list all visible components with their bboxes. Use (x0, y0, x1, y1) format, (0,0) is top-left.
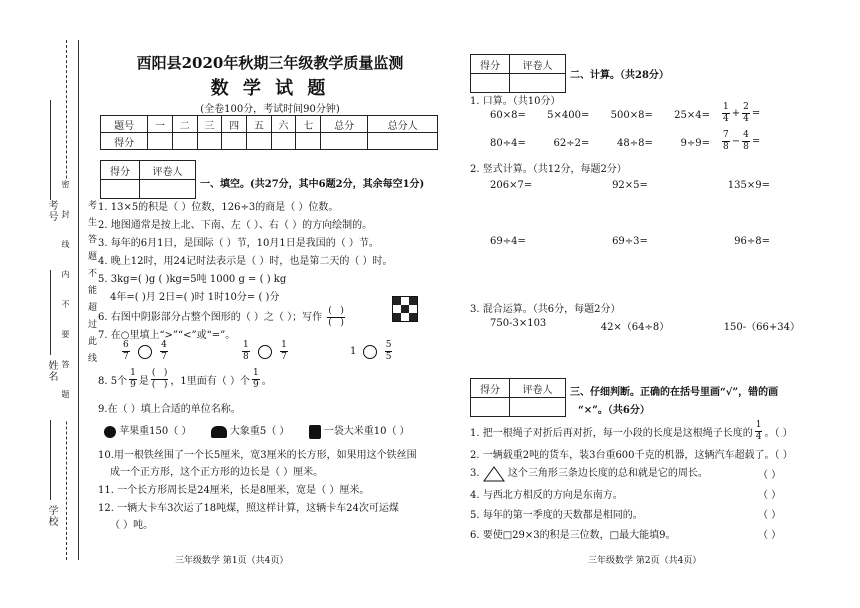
grader-score-label: 得分 (101, 161, 140, 180)
judge-1: 1. 把一根绳子对折后再对折，每一小段的长度是这根绳子长度的 $\frac{1}{4}$ 。（ ） (470, 420, 793, 442)
question-11: 11. 一个长方形周长是24厘米，长是8厘米，宽是（ ）厘米。 (98, 485, 370, 496)
score-header-cell: 题号 (101, 116, 148, 133)
score-header-cell: 总分 (321, 116, 368, 133)
mixed-title: 3. 混合运算。（共6分，每题2分） (470, 304, 621, 315)
triangle-icon (483, 466, 505, 482)
question-10a: 10.用一根铁丝围了一个长5厘米，宽3厘米的长方形，如果用这个铁丝围 (98, 450, 417, 461)
score-header-cell: 四 (222, 116, 247, 133)
grader-name-label: 评卷人 (510, 379, 566, 398)
score-cell[interactable] (197, 133, 222, 150)
grader-score-label: 得分 (471, 55, 510, 74)
section3-title: 三、仔细判断。正确的在括号里画“√”，错的画 (570, 387, 779, 398)
grader-score-cell[interactable] (471, 74, 510, 93)
judge-4-paren[interactable]: （ ） (758, 490, 782, 501)
section1-title: 一、填空。(共27分，其中6题2分，其余每空1分) (200, 179, 425, 190)
question-12a: 12. 一辆大卡车3次运了18吨煤，照这样计算，这辆卡车24次可运煤 (98, 503, 399, 514)
score-table-header-row (101, 116, 438, 133)
exam-title: 酉阳县2020年秋期三年级教学质量监测 (136, 54, 404, 72)
score-header-cell: 五 (246, 116, 271, 133)
score-table-score-row (101, 133, 438, 150)
q7-item-3: 1 $\frac{5}{5}$ (350, 340, 392, 362)
grader-name-label: 评卷人 (510, 55, 566, 74)
q7-item-2: $\frac{1}{8}$ $\frac{1}{7}$ (243, 340, 287, 362)
elephant-icon (211, 426, 227, 438)
score-cell[interactable] (321, 133, 368, 150)
grader-score-label: 得分 (471, 379, 510, 398)
judge-5-paren[interactable]: （ ） (758, 510, 782, 521)
score-cell[interactable] (172, 133, 197, 150)
question-1: 1. 13×5的积是（ ）位数，126÷3的商是（ ）位数。 (98, 202, 339, 213)
oral-fraction-1: $\frac{1}{4}$ + $\frac{2}{4}$ = (723, 102, 761, 124)
judge-4: 4. 与西北方相反的方向是东南方。 (470, 490, 623, 501)
question-6-text: 6. 右图中阴影部分占整个图形的（ ）之（ ）；写作 (98, 312, 323, 323)
score-cell[interactable] (368, 133, 438, 150)
grader-name-cell[interactable] (510, 74, 566, 93)
compare-circle[interactable] (363, 345, 377, 359)
vertical-row-2: 69÷4= 69÷3= 96÷8= (490, 236, 770, 247)
grader-score-cell[interactable] (101, 180, 140, 199)
exam-subtitle: 数 学 试 题 (210, 78, 330, 99)
q7-item-1: $\frac{6}{7}$ $\frac{4}{7}$ (123, 340, 167, 362)
score-cell[interactable] (222, 133, 247, 150)
question-5b: 4年=( )月 2日=( )时 1时10分= ( )分 (110, 292, 280, 303)
judge-2: 2. 一辆载重2吨的货车，装3台重600千克的机器，这辆汽车超载了。（ ） (470, 450, 793, 461)
question-8: 8. 5个 $\frac{1}{9}$ 是 $\frac{( )}{( )}$ ，1里面有（ ）个 $\frac{1}{9}$ 。 (98, 368, 272, 390)
oral-row-2: 80÷4= 62÷2= 48÷8= 9÷9= (490, 138, 710, 149)
shaded-grid-figure (392, 296, 418, 322)
name-label: 姓名 (46, 360, 57, 382)
section1-grader-box (100, 160, 196, 199)
score-header-cell: 总分人 (368, 116, 438, 133)
judge-3: 3. 这个三角形三条边长度的总和就是它的周长。 (470, 464, 708, 482)
judge-6: 6. 要使□29×3的积是三位数，□最大能填9。 (470, 530, 676, 541)
question-5a: 5. 3kg=( )g ( )kg=5吨 1000 g = ( ) kg (98, 274, 287, 285)
question-2: 2. 地图通常是按上北、下南、左（ ）、右（ ）的方向绘制的。 (98, 220, 373, 231)
name-field (50, 270, 51, 355)
score-header-cell: 三 (197, 116, 222, 133)
score-cell[interactable] (296, 133, 321, 150)
judge-6-paren[interactable]: （ ） (758, 530, 782, 541)
score-row-label: 得分 (101, 133, 148, 150)
mixed-row: 750-3×103 42×（64÷8） 150-（66+34） (490, 318, 800, 333)
section2-grader-box (470, 54, 566, 93)
grader-score-cell[interactable] (471, 398, 510, 417)
compare-circle[interactable] (258, 345, 272, 359)
score-header-cell: 一 (148, 116, 173, 133)
question-6-fraction-blank: $\frac{( )}{( )}$ (328, 306, 344, 328)
grader-name-label: 评卷人 (140, 161, 196, 180)
compare-circle[interactable] (138, 345, 152, 359)
score-table (100, 115, 438, 150)
grader-name-cell[interactable] (140, 180, 196, 199)
question-10b: 成一个正方形，这个正方形的边长是（ ）厘米。 (110, 467, 324, 478)
school-label: 学校 (46, 505, 57, 527)
section3-title-2: “×”。（共6分） (578, 405, 650, 416)
judge-5: 5. 每年的第一季度的天数都是相同的。 (470, 510, 643, 521)
score-cell[interactable] (148, 133, 173, 150)
score-header-cell: 六 (271, 116, 296, 133)
question-9: 9.在（ ）填上合适的单位名称。 (98, 404, 241, 415)
oral-row-1: 60×8= 5×400= 500×8= 25×4= (490, 110, 710, 121)
vertical-title: 2. 竖式计算。（共12分，每题2分） (470, 164, 627, 175)
exam-no-label: 考号 (46, 200, 57, 222)
q9-items: 苹果重150（ ） 大象重5（ ） 一袋大米重10（ ） (104, 422, 410, 439)
page2-footer: 三年级数学 第2页（共4页） (588, 556, 702, 566)
score-cell[interactable] (271, 133, 296, 150)
page1-footer: 三年级数学 第1页（共4页） (175, 556, 289, 566)
section2-title: 二、计算。（共28分） (570, 70, 669, 81)
exam-no-field (50, 100, 51, 200)
rice-bag-icon (309, 425, 321, 439)
school-field (50, 420, 51, 500)
binding-solid-line (78, 40, 79, 560)
apple-icon (104, 426, 116, 438)
no-answer-text: 考生答题不能超过此线 (86, 200, 96, 370)
question-3: 3. 每年的6月1日，是国际（ ）节，10月1日是我国的（ ）节。 (98, 238, 379, 249)
exam-info: (全卷100分，考试时间90分钟) (200, 104, 340, 115)
vertical-row-1: 206×7= 92×5= 135×9= (490, 180, 770, 191)
score-header-cell: 二 (172, 116, 197, 133)
seal-line-text: 密封线内不要答题 (61, 180, 70, 420)
judge-3-paren[interactable]: （ ） (758, 470, 782, 481)
score-header-cell: 七 (296, 116, 321, 133)
oral-fraction-2: $\frac{7}{8}$ − $\frac{4}{8}$ = (723, 130, 761, 152)
grader-name-cell[interactable] (510, 398, 566, 417)
oral-title: 1. 口算。（共10分） (470, 96, 561, 107)
score-cell[interactable] (246, 133, 271, 150)
question-12b: （ ）吨。 (110, 520, 154, 531)
right-page (448, 0, 860, 608)
question-7: 7. 在○里填上“>”“<”或“=”。 (98, 330, 236, 341)
question-4: 4. 晚上12时，用24记时法表示是（ ）时，也是第二天的（ ）时。 (98, 256, 393, 267)
section3-grader-box (470, 378, 566, 417)
